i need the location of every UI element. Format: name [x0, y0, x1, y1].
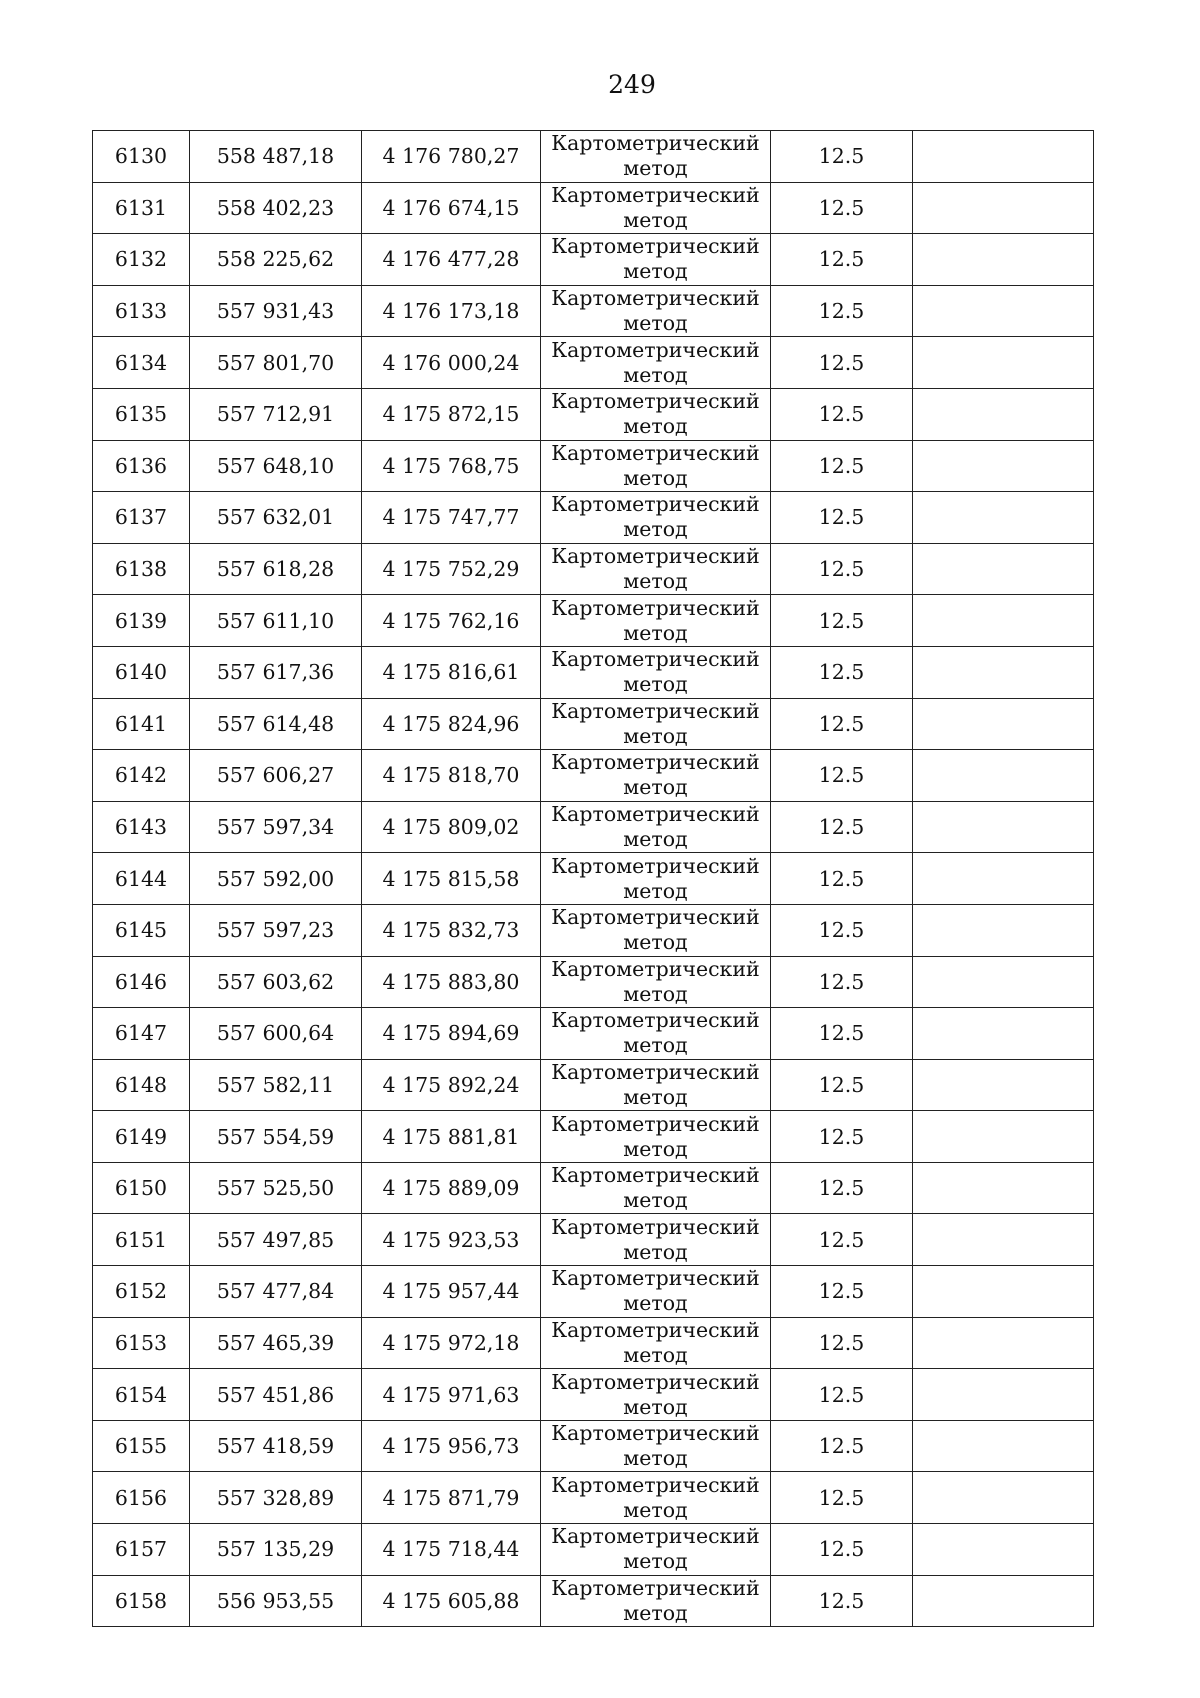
method-cell — [541, 1369, 771, 1421]
note-cell — [913, 182, 1094, 234]
x-coordinate-cell: 557 617,36 — [190, 646, 362, 698]
accuracy-cell: 12.5 — [771, 698, 913, 750]
x-coordinate-cell: 557 451,86 — [190, 1369, 362, 1421]
method-text-line1: Картометрический — [551, 1317, 760, 1342]
accuracy-cell: 12.5 — [771, 1008, 913, 1060]
accuracy-cell: 12.5 — [771, 234, 913, 286]
table-row — [93, 1266, 1094, 1318]
method-text-line1: Картометрический — [551, 131, 760, 156]
accuracy-cell: 12.5 — [771, 285, 913, 337]
point-number-cell: 6137 — [93, 492, 190, 544]
point-number-cell: 6136 — [93, 440, 190, 492]
point-number-cell: 6154 — [93, 1369, 190, 1421]
method-text-line2: метод — [623, 1600, 688, 1625]
note-cell — [913, 904, 1094, 956]
method-text-line2: метод — [623, 517, 688, 542]
method-text-line1: Картометрический — [551, 440, 760, 465]
y-coordinate-cell: 4 175 894,69 — [362, 1008, 541, 1060]
y-coordinate-cell: 4 175 816,61 — [362, 646, 541, 698]
method-cell — [541, 285, 771, 337]
x-coordinate-cell: 558 402,23 — [190, 182, 362, 234]
x-coordinate-cell: 557 606,27 — [190, 750, 362, 802]
note-cell — [913, 1111, 1094, 1163]
method-text-line1: Картометрический — [551, 544, 760, 569]
method-text-line1: Картометрический — [551, 1163, 760, 1188]
note-cell — [913, 1162, 1094, 1214]
note-cell — [913, 956, 1094, 1008]
note-cell — [913, 698, 1094, 750]
method-cell — [541, 131, 771, 183]
method-text-line1: Картометрический — [551, 1575, 760, 1600]
x-coordinate-cell: 557 648,10 — [190, 440, 362, 492]
note-cell — [913, 750, 1094, 802]
table-row — [93, 492, 1094, 544]
method-text-line2: метод — [623, 207, 688, 232]
method-text-line1: Картометрический — [551, 1266, 760, 1291]
method-text-line2: метод — [623, 1291, 688, 1316]
accuracy-cell: 12.5 — [771, 595, 913, 647]
note-cell — [913, 1420, 1094, 1472]
y-coordinate-cell: 4 175 883,80 — [362, 956, 541, 1008]
method-text-line2: метод — [623, 1549, 688, 1574]
note-cell — [913, 492, 1094, 544]
method-text-line2: метод — [623, 672, 688, 697]
accuracy-cell: 12.5 — [771, 1472, 913, 1524]
method-text-line2: метод — [623, 981, 688, 1006]
point-number-cell: 6145 — [93, 904, 190, 956]
point-number-cell: 6150 — [93, 1162, 190, 1214]
accuracy-cell: 12.5 — [771, 1575, 913, 1627]
point-number-cell: 6155 — [93, 1420, 190, 1472]
y-coordinate-cell: 4 176 173,18 — [362, 285, 541, 337]
point-number-cell: 6138 — [93, 543, 190, 595]
x-coordinate-cell: 557 477,84 — [190, 1266, 362, 1318]
table-row — [93, 646, 1094, 698]
point-number-cell: 6130 — [93, 131, 190, 183]
x-coordinate-cell: 557 600,64 — [190, 1008, 362, 1060]
method-text-line1: Картометрический — [551, 1111, 760, 1136]
table-row — [93, 750, 1094, 802]
x-coordinate-cell: 557 465,39 — [190, 1317, 362, 1369]
coordinates-table — [92, 130, 1094, 1627]
note-cell — [913, 388, 1094, 440]
method-text-line2: метод — [623, 259, 688, 284]
accuracy-cell: 12.5 — [771, 1111, 913, 1163]
method-cell — [541, 904, 771, 956]
note-cell — [913, 234, 1094, 286]
y-coordinate-cell: 4 175 923,53 — [362, 1214, 541, 1266]
table-row — [93, 904, 1094, 956]
y-coordinate-cell: 4 175 768,75 — [362, 440, 541, 492]
table-row — [93, 234, 1094, 286]
method-cell — [541, 182, 771, 234]
table-row — [93, 440, 1094, 492]
note-cell — [913, 595, 1094, 647]
method-text-line1: Картометрический — [551, 1472, 760, 1497]
x-coordinate-cell: 557 712,91 — [190, 388, 362, 440]
method-cell — [541, 1111, 771, 1163]
y-coordinate-cell: 4 175 832,73 — [362, 904, 541, 956]
point-number-cell: 6139 — [93, 595, 190, 647]
x-coordinate-cell: 557 592,00 — [190, 853, 362, 905]
point-number-cell: 6149 — [93, 1111, 190, 1163]
table-row — [93, 1369, 1094, 1421]
method-cell — [541, 388, 771, 440]
method-cell — [541, 698, 771, 750]
y-coordinate-cell: 4 175 892,24 — [362, 1059, 541, 1111]
method-cell — [541, 1162, 771, 1214]
point-number-cell: 6131 — [93, 182, 190, 234]
accuracy-cell: 12.5 — [771, 956, 913, 1008]
x-coordinate-cell: 557 135,29 — [190, 1524, 362, 1576]
method-text-line2: метод — [623, 930, 688, 955]
y-coordinate-cell: 4 175 957,44 — [362, 1266, 541, 1318]
method-cell — [541, 801, 771, 853]
method-cell — [541, 1524, 771, 1576]
note-cell — [913, 1266, 1094, 1318]
y-coordinate-cell: 4 175 752,29 — [362, 543, 541, 595]
table-row — [93, 1420, 1094, 1472]
method-cell — [541, 1266, 771, 1318]
note-cell — [913, 543, 1094, 595]
y-coordinate-cell: 4 175 747,77 — [362, 492, 541, 544]
table-row — [93, 131, 1094, 183]
method-cell — [541, 595, 771, 647]
accuracy-cell: 12.5 — [771, 1214, 913, 1266]
method-cell — [541, 234, 771, 286]
table-row — [93, 388, 1094, 440]
x-coordinate-cell: 557 328,89 — [190, 1472, 362, 1524]
method-text-line2: метод — [623, 1446, 688, 1471]
method-cell — [541, 1059, 771, 1111]
x-coordinate-cell: 557 597,34 — [190, 801, 362, 853]
method-cell — [541, 750, 771, 802]
accuracy-cell: 12.5 — [771, 1420, 913, 1472]
y-coordinate-cell: 4 175 971,63 — [362, 1369, 541, 1421]
accuracy-cell: 12.5 — [771, 853, 913, 905]
method-cell — [541, 1420, 771, 1472]
x-coordinate-cell: 558 487,18 — [190, 131, 362, 183]
point-number-cell: 6153 — [93, 1317, 190, 1369]
table-row — [93, 801, 1094, 853]
method-text-line2: метод — [623, 1394, 688, 1419]
method-text-line2: метод — [623, 569, 688, 594]
y-coordinate-cell: 4 175 818,70 — [362, 750, 541, 802]
table-row — [93, 698, 1094, 750]
x-coordinate-cell: 557 614,48 — [190, 698, 362, 750]
point-number-cell: 6133 — [93, 285, 190, 337]
method-text-line1: Картометрический — [551, 389, 760, 414]
table-row — [93, 956, 1094, 1008]
method-text-line2: метод — [623, 775, 688, 800]
x-coordinate-cell: 557 525,50 — [190, 1162, 362, 1214]
note-cell — [913, 337, 1094, 389]
method-cell — [541, 492, 771, 544]
method-cell — [541, 1575, 771, 1627]
method-text-line1: Картометрический — [551, 647, 760, 672]
method-text-line1: Картометрический — [551, 1524, 760, 1549]
method-cell — [541, 1214, 771, 1266]
table-body — [93, 131, 1094, 1627]
x-coordinate-cell: 557 497,85 — [190, 1214, 362, 1266]
point-number-cell: 6141 — [93, 698, 190, 750]
method-cell — [541, 646, 771, 698]
method-cell — [541, 1472, 771, 1524]
table-row — [93, 1317, 1094, 1369]
note-cell — [913, 1575, 1094, 1627]
accuracy-cell: 12.5 — [771, 440, 913, 492]
x-coordinate-cell: 557 931,43 — [190, 285, 362, 337]
table-row — [93, 1472, 1094, 1524]
note-cell — [913, 1214, 1094, 1266]
accuracy-cell: 12.5 — [771, 182, 913, 234]
method-text-line2: метод — [623, 723, 688, 748]
point-number-cell: 6135 — [93, 388, 190, 440]
method-text-line1: Картометрический — [551, 1421, 760, 1446]
method-text-line1: Картометрический — [551, 1008, 760, 1033]
x-coordinate-cell: 556 953,55 — [190, 1575, 362, 1627]
note-cell — [913, 285, 1094, 337]
y-coordinate-cell: 4 175 872,15 — [362, 388, 541, 440]
x-coordinate-cell: 557 611,10 — [190, 595, 362, 647]
method-text-line1: Картометрический — [551, 337, 760, 362]
point-number-cell: 6156 — [93, 1472, 190, 1524]
method-cell — [541, 337, 771, 389]
y-coordinate-cell: 4 175 956,73 — [362, 1420, 541, 1472]
x-coordinate-cell: 557 632,01 — [190, 492, 362, 544]
method-cell — [541, 440, 771, 492]
table-row — [93, 1214, 1094, 1266]
table-row — [93, 182, 1094, 234]
note-cell — [913, 1059, 1094, 1111]
method-text-line2: метод — [623, 1033, 688, 1058]
y-coordinate-cell: 4 175 605,88 — [362, 1575, 541, 1627]
method-text-line1: Картометрический — [551, 1059, 760, 1084]
method-cell — [541, 956, 771, 1008]
y-coordinate-cell: 4 175 972,18 — [362, 1317, 541, 1369]
x-coordinate-cell: 557 418,59 — [190, 1420, 362, 1472]
point-number-cell: 6146 — [93, 956, 190, 1008]
table-row — [93, 1111, 1094, 1163]
method-text-line1: Картометрический — [551, 234, 760, 259]
accuracy-cell: 12.5 — [771, 1369, 913, 1421]
method-text-line1: Картометрический — [551, 750, 760, 775]
y-coordinate-cell: 4 176 477,28 — [362, 234, 541, 286]
x-coordinate-cell: 557 603,62 — [190, 956, 362, 1008]
page-number: 249 — [608, 70, 656, 99]
table-row — [93, 285, 1094, 337]
method-text-line2: метод — [623, 1497, 688, 1522]
table-row — [93, 1524, 1094, 1576]
point-number-cell: 6142 — [93, 750, 190, 802]
y-coordinate-cell: 4 175 815,58 — [362, 853, 541, 905]
method-text-line1: Картометрический — [551, 802, 760, 827]
note-cell — [913, 131, 1094, 183]
table-row — [93, 595, 1094, 647]
x-coordinate-cell: 557 582,11 — [190, 1059, 362, 1111]
table-row — [93, 543, 1094, 595]
method-text-line2: метод — [623, 1239, 688, 1264]
point-number-cell: 6157 — [93, 1524, 190, 1576]
method-text-line2: метод — [623, 827, 688, 852]
x-coordinate-cell: 557 597,23 — [190, 904, 362, 956]
y-coordinate-cell: 4 175 762,16 — [362, 595, 541, 647]
accuracy-cell: 12.5 — [771, 1317, 913, 1369]
accuracy-cell: 12.5 — [771, 1059, 913, 1111]
y-coordinate-cell: 4 175 871,79 — [362, 1472, 541, 1524]
point-number-cell: 6158 — [93, 1575, 190, 1627]
x-coordinate-cell: 558 225,62 — [190, 234, 362, 286]
method-text-line1: Картометрический — [551, 956, 760, 981]
method-text-line1: Картометрический — [551, 182, 760, 207]
accuracy-cell: 12.5 — [771, 492, 913, 544]
method-text-line2: метод — [623, 465, 688, 490]
table-row — [93, 337, 1094, 389]
method-text-line1: Картометрический — [551, 1369, 760, 1394]
method-text-line2: метод — [623, 878, 688, 903]
accuracy-cell: 12.5 — [771, 646, 913, 698]
y-coordinate-cell: 4 175 809,02 — [362, 801, 541, 853]
accuracy-cell: 12.5 — [771, 131, 913, 183]
y-coordinate-cell: 4 176 674,15 — [362, 182, 541, 234]
method-text-line2: метод — [623, 1342, 688, 1367]
accuracy-cell: 12.5 — [771, 801, 913, 853]
method-cell — [541, 543, 771, 595]
point-number-cell: 6152 — [93, 1266, 190, 1318]
y-coordinate-cell: 4 175 881,81 — [362, 1111, 541, 1163]
point-number-cell: 6132 — [93, 234, 190, 286]
x-coordinate-cell: 557 801,70 — [190, 337, 362, 389]
method-text-line1: Картометрический — [551, 698, 760, 723]
method-text-line1: Картометрический — [551, 286, 760, 311]
x-coordinate-cell: 557 554,59 — [190, 1111, 362, 1163]
accuracy-cell: 12.5 — [771, 904, 913, 956]
point-number-cell: 6143 — [93, 801, 190, 853]
point-number-cell: 6151 — [93, 1214, 190, 1266]
note-cell — [913, 853, 1094, 905]
accuracy-cell: 12.5 — [771, 1266, 913, 1318]
method-text-line2: метод — [623, 362, 688, 387]
table-row — [93, 853, 1094, 905]
y-coordinate-cell: 4 175 824,96 — [362, 698, 541, 750]
accuracy-cell: 12.5 — [771, 750, 913, 802]
method-text-line2: метод — [623, 311, 688, 336]
table-row — [93, 1575, 1094, 1627]
point-number-cell: 6140 — [93, 646, 190, 698]
note-cell — [913, 1008, 1094, 1060]
method-text-line1: Картометрический — [551, 1214, 760, 1239]
note-cell — [913, 440, 1094, 492]
method-text-line2: метод — [623, 1136, 688, 1161]
method-text-line2: метод — [623, 1084, 688, 1109]
method-text-line2: метод — [623, 414, 688, 439]
note-cell — [913, 801, 1094, 853]
note-cell — [913, 646, 1094, 698]
y-coordinate-cell: 4 176 000,24 — [362, 337, 541, 389]
x-coordinate-cell: 557 618,28 — [190, 543, 362, 595]
table-row — [93, 1008, 1094, 1060]
point-number-cell: 6147 — [93, 1008, 190, 1060]
table-row — [93, 1162, 1094, 1214]
accuracy-cell: 12.5 — [771, 543, 913, 595]
point-number-cell: 6134 — [93, 337, 190, 389]
accuracy-cell: 12.5 — [771, 1162, 913, 1214]
method-text-line1: Картометрический — [551, 905, 760, 930]
method-text-line2: метод — [623, 620, 688, 645]
note-cell — [913, 1524, 1094, 1576]
method-text-line2: метод — [623, 156, 688, 181]
note-cell — [913, 1472, 1094, 1524]
y-coordinate-cell: 4 175 718,44 — [362, 1524, 541, 1576]
note-cell — [913, 1369, 1094, 1421]
accuracy-cell: 12.5 — [771, 1524, 913, 1576]
point-number-cell: 6144 — [93, 853, 190, 905]
method-text-line1: Картометрический — [551, 853, 760, 878]
method-text-line1: Картометрический — [551, 595, 760, 620]
table-row — [93, 1059, 1094, 1111]
method-cell — [541, 1317, 771, 1369]
point-number-cell: 6148 — [93, 1059, 190, 1111]
note-cell — [913, 1317, 1094, 1369]
method-text-line2: метод — [623, 1188, 688, 1213]
accuracy-cell: 12.5 — [771, 388, 913, 440]
method-cell — [541, 1008, 771, 1060]
y-coordinate-cell: 4 175 889,09 — [362, 1162, 541, 1214]
accuracy-cell: 12.5 — [771, 337, 913, 389]
y-coordinate-cell: 4 176 780,27 — [362, 131, 541, 183]
method-cell — [541, 853, 771, 905]
method-text-line1: Картометрический — [551, 492, 760, 517]
